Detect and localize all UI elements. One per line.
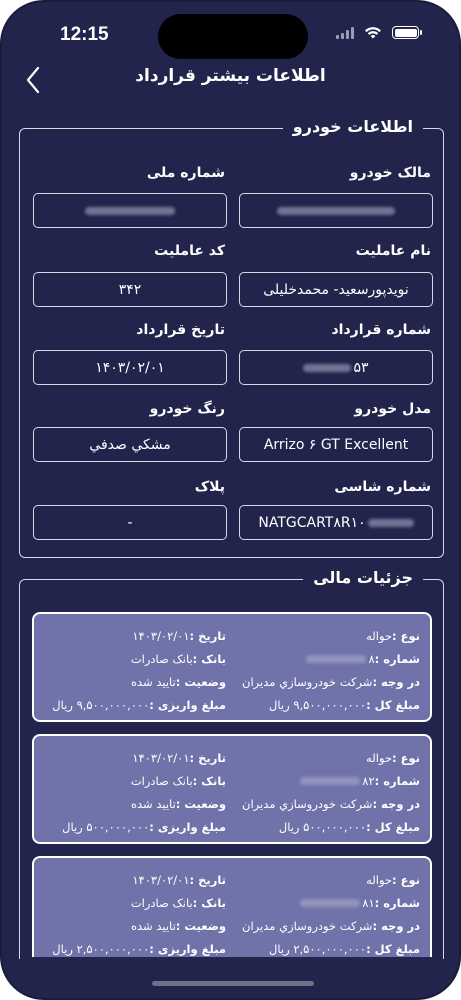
chassis-label: شماره شاسی	[334, 479, 431, 495]
payment-card[interactable]: نوع :حواله شماره :۸۱ در وجه :شرکت خودروسازي مديران مبلغ کل :۲,۵۰۰,۰۰۰,۰۰۰ ریال تاریخ :۱۴۰۳/۰۲/۰۱ بانک :بانک صادرات وضعیت :تایید شده مبلغ واریزی :۲,۵۰۰,۰۰۰,۰۰۰ ریال	[32, 856, 432, 957]
plate-field: -	[33, 505, 227, 540]
agent-code-field: ۳۴۲	[33, 272, 227, 307]
vehicle-info-legend: اطلاعات خودرو	[283, 117, 423, 136]
vehicle-info-section	[19, 117, 444, 558]
contract-number-field: ۵۳	[239, 350, 433, 385]
agent-code-label: کد عاملیت	[154, 243, 225, 259]
wifi-icon	[364, 26, 382, 39]
status-bar	[2, 2, 459, 56]
page-title: اطلاعات بیشتر قرارداد	[135, 66, 326, 86]
color-label: رنگ خودرو	[149, 401, 225, 417]
signal-icon	[336, 27, 354, 39]
model-label: مدل خودرو	[354, 401, 431, 417]
finance-legend: جزئیات مالی	[303, 568, 423, 587]
dynamic-island	[158, 14, 308, 59]
nav-bar	[2, 60, 459, 100]
contract-date-label: تاریخ قرارداد	[136, 322, 225, 338]
battery-icon	[392, 26, 419, 39]
owner-label: مالک خودرو	[349, 165, 431, 181]
finance-section	[19, 568, 444, 959]
status-time: 12:15	[60, 24, 109, 45]
model-field: Arrizo ۶ GT Excellent	[239, 427, 433, 462]
home-indicator[interactable]	[152, 981, 314, 986]
plate-label: پلاک	[194, 479, 225, 495]
payment-card[interactable]: نوع :حواله شماره :۸ در وجه :شرکت خودروسازي مديران مبلغ کل :۹,۵۰۰,۰۰۰,۰۰۰ ریال تاریخ :۱۴۰۳/۰۲/۰۱ بانک :بانک صادرات وضعیت :تایید شده مبلغ واریزی :۹,۵۰۰,۰۰۰,۰۰۰ ریال	[32, 612, 432, 722]
status-icons	[336, 26, 419, 39]
chassis-field: NATGCART۸R۱۰	[239, 505, 433, 540]
payment-card[interactable]: نوع :حواله شماره :۸۲ در وجه :شرکت خودروسازي مديران مبلغ کل :۵۰۰,۰۰۰,۰۰۰ ریال تاریخ :۱۴۰۳/۰۲/۰۱ بانک :بانک صادرات وضعیت :تایید شده مبلغ واریزی :۵۰۰,۰۰۰,۰۰۰ ریال	[32, 734, 432, 844]
owner-field	[239, 193, 433, 228]
finance-card-list[interactable]	[20, 602, 443, 957]
agent-name-field: نویدپورسعید- محمدخلیلی	[239, 272, 433, 307]
contract-number-label: شماره قرارداد	[331, 322, 431, 338]
color-field: مشکي صدفي	[33, 427, 227, 462]
national-id-label: شماره ملی	[146, 165, 225, 181]
national-id-field	[33, 193, 227, 228]
contract-date-field: ۱۴۰۳/۰۲/۰۱	[33, 350, 227, 385]
agent-name-label: نام عاملیت	[355, 243, 431, 259]
